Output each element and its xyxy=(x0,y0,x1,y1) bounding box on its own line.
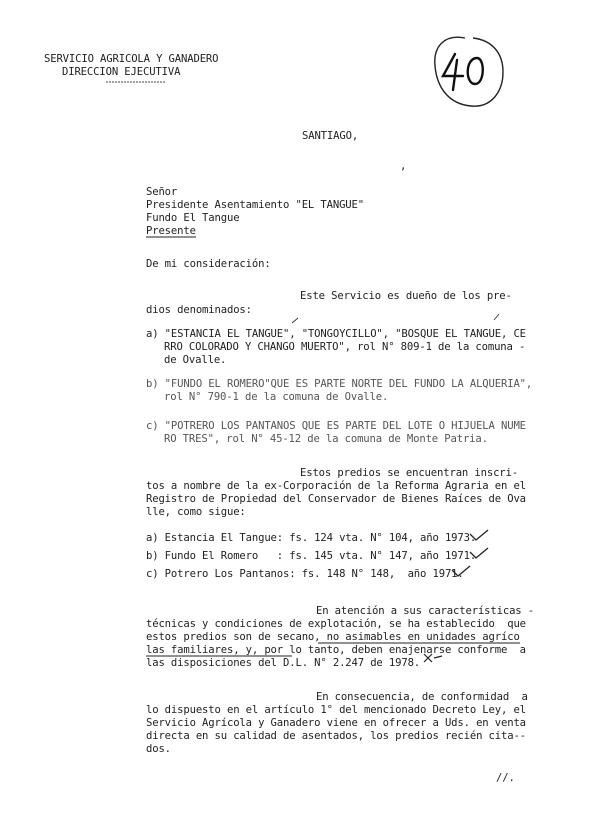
continuation-mark: //. xyxy=(496,772,515,784)
para1-line1: Este Servicio es dueño de los pre- xyxy=(300,290,512,302)
para2-line2: tos a nombre de la ex-Corporación de la Reforma Agraria en el xyxy=(146,480,526,492)
addressee-position: Presidente Asentamiento "EL TANGUE" xyxy=(146,199,364,211)
registry-c: c) Potrero Los Pantanos: fs. 148 N° 148, año 1971. xyxy=(146,568,464,580)
property-b-line1: b) "FUNDO EL ROMERO"QUE ES PARTE NORTE DEL FUNDO LA ALQUERIA", xyxy=(146,378,533,390)
para3-line1: En atención a sus características - xyxy=(316,605,534,617)
addressee-estate: Fundo El Tangue xyxy=(146,212,240,224)
para4-line4: directa en su calidad de asentados, los predios recién cita-- xyxy=(146,730,526,742)
department-name: DIRECCION EJECUTIVA xyxy=(62,66,181,78)
property-c-line2: RO TRES", rol N° 45-12 de la comuna de Monte Patria. xyxy=(164,433,488,445)
para3-line3: estos predios son de secano, no asimables en unidades agríco xyxy=(146,631,520,643)
city-line: SANTIAGO, xyxy=(302,130,359,142)
handwritten-number-text xyxy=(449,52,450,53)
registry-b: b) Fundo El Romero : fs. 145 vta. N° 147, año 1971. xyxy=(146,550,477,562)
para2-line1: Estos predios se encuentran inscri- xyxy=(300,467,518,479)
property-c-line1: c) "POTRERO LOS PANTANOS QUE ES PARTE DEL LOTE O HIJUELA NUME xyxy=(146,420,526,432)
para2-line3: Registro de Propiedad del Conservador de Bienes Raíces de Ova xyxy=(146,493,526,505)
accent-mark-ce xyxy=(494,314,499,320)
para3-line2: técnicas y condiciones de explotación, se ha establecido que xyxy=(146,618,526,630)
para4-line2: lo dispuesto en el artículo 1° del mencionado Decreto Ley, el xyxy=(146,704,526,716)
addressee-title: Señor xyxy=(146,186,178,198)
stray-comma: , xyxy=(400,160,407,172)
para3-line5: las disposiciones del D.L. N° 2.247 de 1978. xyxy=(146,657,421,669)
para3-line4: las familiares, y, por lo tanto, deben enajenarse conforme a xyxy=(146,644,526,656)
para2-line4: lle, como sigue: xyxy=(146,506,246,518)
salutation: De mi consideración: xyxy=(146,258,271,270)
handwritten-page-number xyxy=(425,32,507,112)
addressee-presente: Presente xyxy=(146,225,196,237)
para4-line3: Servicio Agrícola y Ganadero viene en ofrecer a Uds. en venta xyxy=(146,717,526,729)
para4-line5: dos. xyxy=(146,743,171,755)
property-a-line3: de Ovalle. xyxy=(164,354,227,366)
property-b-line2: rol N° 790-1 de la comuna de Ovalle. xyxy=(164,391,389,403)
para4-line1: En consecuencia, de conformidad a xyxy=(316,691,528,703)
property-a-line1: a) "ESTANCIA EL TANGUE", "TONGOYCILLO", "BOSQUE EL TANGUE, CE xyxy=(146,328,526,340)
para1-line2: dios denominados: xyxy=(146,304,252,316)
org-name: SERVICIO AGRICOLA Y GANADERO xyxy=(44,53,219,65)
registry-a: a) Estancia El Tangue: fs. 124 vta. N° 104, año 1973. xyxy=(146,532,477,544)
property-a-line2: RRO COLORADO Y CHANGO MUERTO", rol N° 809-1 de la comuna - xyxy=(164,341,526,353)
accent-mark-tongoy xyxy=(292,318,298,323)
